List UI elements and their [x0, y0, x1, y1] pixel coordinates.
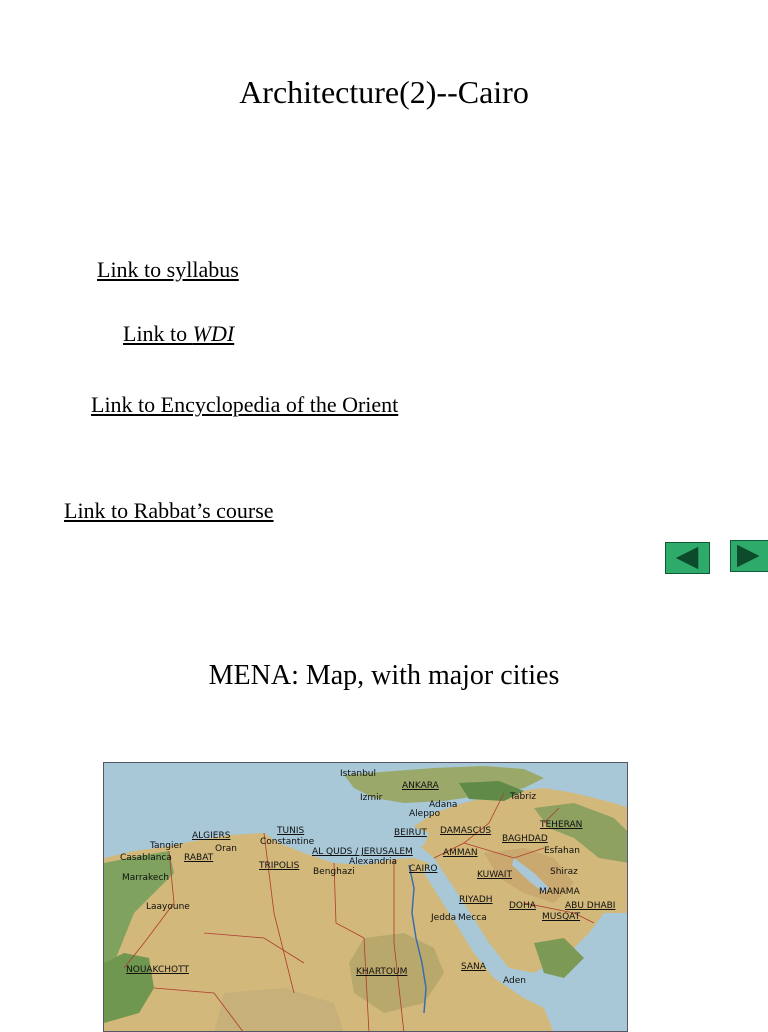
city-baghdad: BAGHDAD: [502, 834, 548, 844]
city-alquds: AL QUDS / JERUSALEM: [312, 847, 413, 857]
city-musqat: MUSQAT: [542, 912, 581, 922]
city-doha: DOHA: [509, 901, 536, 911]
previous-slide-button[interactable]: [665, 542, 710, 574]
city-sana: SANA: [461, 962, 486, 972]
city-adana: Adana: [429, 800, 458, 810]
city-tangier: Tangier: [150, 841, 183, 851]
city-aden: Aden: [503, 976, 526, 986]
city-aleppo: Aleppo: [409, 809, 441, 819]
wdi-link-prefix: Link to: [123, 321, 193, 346]
city-izmir: Izmir: [360, 793, 383, 803]
next-slide-button[interactable]: [730, 540, 768, 572]
city-tunis: TUNIS: [277, 826, 305, 836]
city-damascus: DAMASCUS: [440, 826, 492, 836]
encyclopedia-link[interactable]: Link to Encyclopedia of the Orient: [91, 392, 399, 417]
city-khartoum: KHARTOUM: [356, 967, 408, 977]
city-riyadh: RIYADH: [459, 895, 493, 905]
city-jedda: Jedda: [431, 913, 457, 923]
city-algiers: ALGIERS: [192, 831, 231, 841]
city-teheran: TEHERAN: [540, 820, 583, 830]
city-casablanca: Casablanca: [120, 853, 172, 863]
left-triangle-icon: [666, 543, 709, 573]
city-manama: MANAMA: [539, 887, 580, 897]
mena-map: [103, 762, 628, 1032]
city-mecca: Mecca: [458, 913, 487, 923]
city-tripolis: TRIPOLIS: [259, 861, 300, 871]
city-esfahan: Esfahan: [544, 846, 580, 856]
city-oran: Oran: [215, 844, 238, 854]
wdi-link[interactable]: [123, 320, 234, 348]
city-marrakech: Marrakech: [122, 873, 170, 883]
city-cairo: CAIRO: [409, 864, 438, 874]
city-nouakchott: NOUAKCHOTT: [126, 965, 189, 975]
map-terrain: [104, 763, 628, 1032]
city-istanbul: Istanbul: [340, 769, 377, 779]
right-triangle-icon: [731, 541, 768, 571]
city-ankara: ANKARA: [402, 781, 439, 791]
map-title: MENA: Map, with major cities: [208, 660, 560, 691]
city-laayoune: Laayoune: [146, 902, 190, 912]
city-tabriz: Tabriz: [510, 792, 537, 802]
city-abudhabi: ABU DHABI: [565, 901, 616, 911]
city-amman: AMMAN: [443, 848, 478, 858]
syllabus-link[interactable]: Link to syllabus: [97, 257, 239, 282]
city-benghazi: Benghazi: [313, 867, 355, 877]
wdi-link-emphasis: WDI: [192, 321, 235, 346]
city-beirut: BEIRUT: [394, 828, 427, 838]
city-constantine: Constantine: [260, 837, 315, 847]
slide-title: Architecture(2)--Cairo: [239, 74, 529, 110]
city-alexandria: Alexandria: [349, 857, 398, 867]
rabbat-course-link[interactable]: Link to Rabbat’s course: [64, 498, 274, 523]
city-rabat: RABAT: [184, 853, 214, 863]
city-shiraz: Shiraz: [550, 867, 578, 877]
city-kuwait: KUWAIT: [477, 870, 512, 880]
